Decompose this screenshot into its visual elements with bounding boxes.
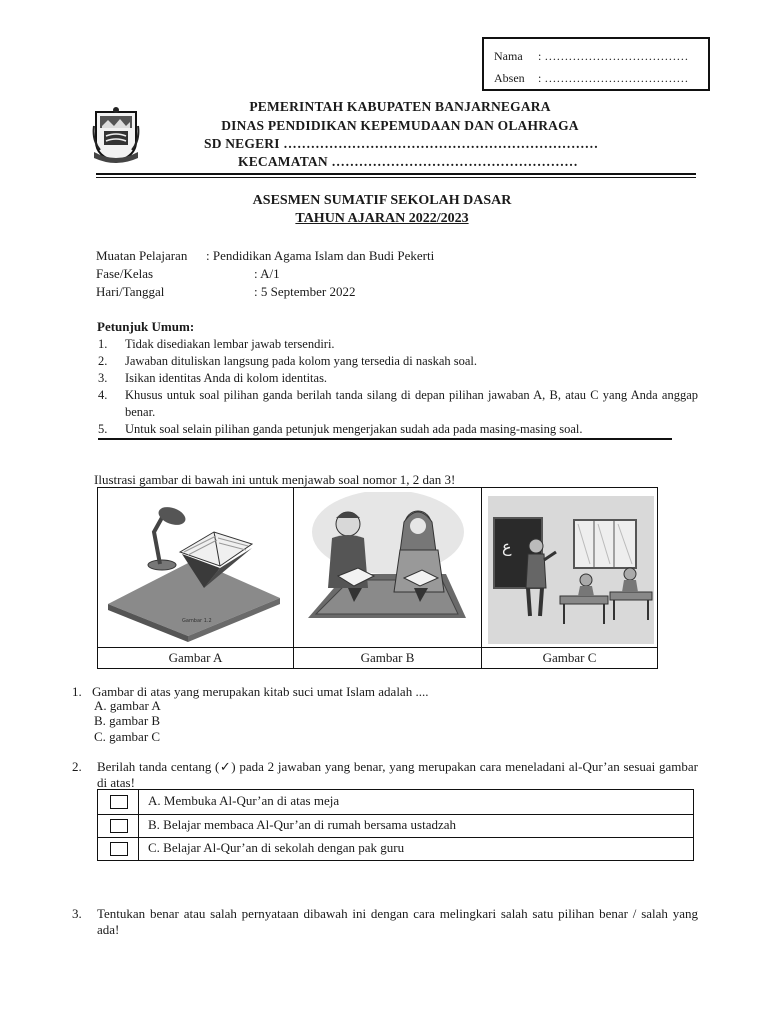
illustration-table (97, 487, 658, 669)
question-number: 3. (72, 906, 82, 921)
info-key: Muatan Pelajaran (96, 248, 188, 263)
question-text: Berilah tanda centang (✓) pada 2 jawaban yang benar, yang merupakan cara meneladani al-Qur’an sesuai gambar di atas! (97, 759, 698, 790)
image-classroom (484, 492, 656, 644)
absen-label: Absen (494, 71, 525, 85)
info-key: Fase/Kelas (96, 266, 154, 281)
regency-logo (92, 106, 140, 164)
absen-row (494, 67, 708, 89)
info-date (96, 284, 355, 300)
header-line-3: SD NEGERI …………………………………………………………… (204, 136, 599, 151)
instructions-list (98, 336, 698, 438)
small-caption: Gambar 1.2 (182, 618, 212, 624)
q2-option-row-a (98, 790, 693, 814)
question-2 (72, 759, 698, 791)
instructions-rule (98, 438, 672, 440)
question-text: Gambar di atas yang merupakan kitab suci umat Islam adalah .... (92, 684, 429, 699)
absen-field[interactable]: : ……………………………… (538, 71, 689, 85)
question-number: 2. (72, 759, 82, 774)
info-key: Hari/Tanggal (96, 284, 165, 299)
instruction-item: 5. Untuk soal selain pilihan ganda petunjuk mengerjakan sudah ada pada masing-masing soal. (98, 422, 583, 436)
info-value: : Pendidikan Agama Islam dan Budi Pekerti (206, 248, 435, 263)
question-number: 1. (72, 684, 82, 699)
image-children-reading (296, 492, 478, 644)
header-rule-thin (96, 177, 696, 178)
checkbox[interactable] (110, 819, 128, 833)
info-value: : 5 September 2022 (254, 284, 356, 299)
name-row (494, 45, 708, 67)
caption-gambar-c: Gambar C (542, 650, 597, 665)
header-line-2: DINAS PENDIDIKAN KEPEMUDAAN DAN OLAHRAGA (221, 118, 579, 133)
question-1 (72, 684, 698, 700)
option-text: B. Belajar membaca Al-Qur’an di rumah bersama ustadzah (148, 817, 457, 832)
instructions-heading: Petunjuk Umum: (97, 319, 195, 334)
q1-option-a[interactable]: A. gambar A (94, 698, 161, 713)
q2-checkbox-table (97, 789, 694, 861)
header-line-4: KECAMATAN ……………………………………………… (238, 154, 578, 169)
instruction-item: 1. Tidak disediakan lembar jawab tersendiri. (98, 337, 335, 351)
q2-option-row-c (98, 837, 693, 861)
image-quran-on-desk (102, 492, 290, 644)
instruction-item: 4. Khusus untuk soal pilihan ganda berilah tanda silang di depan pilihan jawaban A, B, atau C yang Anda anggap benar. (98, 388, 698, 419)
name-field[interactable]: : ……………………………… (538, 49, 689, 63)
header-rule-thick (96, 173, 696, 175)
checkbox[interactable] (110, 842, 128, 856)
instruction-item: 3. Isikan identitas Anda di kolom identitas. (98, 371, 328, 385)
illustration-intro: Ilustrasi gambar di bawah ini untuk menjawab soal nomor 1, 2 dan 3! (94, 472, 456, 487)
q1-option-b[interactable]: B. gambar B (94, 713, 161, 728)
option-text: C. Belajar Al-Qur’an di sekolah dengan pak guru (148, 840, 405, 855)
caption-gambar-a: Gambar A (168, 650, 223, 665)
name-label: Nama (494, 49, 523, 63)
option-text: A. Membuka Al-Qur’an di atas meja (148, 793, 340, 808)
question-3 (72, 906, 698, 938)
checkbox[interactable] (110, 795, 128, 809)
header-line-1: PEMERINTAH KABUPATEN BANJARNEGARA (249, 99, 551, 114)
academic-year: TAHUN AJARAN 2022/2023 (295, 211, 469, 226)
info-class (96, 266, 280, 282)
identity-box (482, 37, 710, 91)
question-text: Tentukan benar atau salah pernyataan dibawah ini dengan cara melingkari salah satu pilihan benar / salah yang ada! (97, 906, 698, 937)
board-glyph-icon: ع (502, 537, 512, 556)
info-value: : A/1 (254, 266, 280, 281)
exam-title: ASESMEN SUMATIF SEKOLAH DASAR (252, 193, 512, 208)
q1-option-c[interactable]: C. gambar C (94, 729, 161, 744)
info-subject (96, 248, 434, 264)
instruction-item: 2. Jawaban dituliskan langsung pada kolom yang tersedia di naskah soal. (98, 354, 478, 368)
q2-option-row-b (98, 814, 693, 838)
caption-gambar-b: Gambar B (360, 650, 415, 665)
